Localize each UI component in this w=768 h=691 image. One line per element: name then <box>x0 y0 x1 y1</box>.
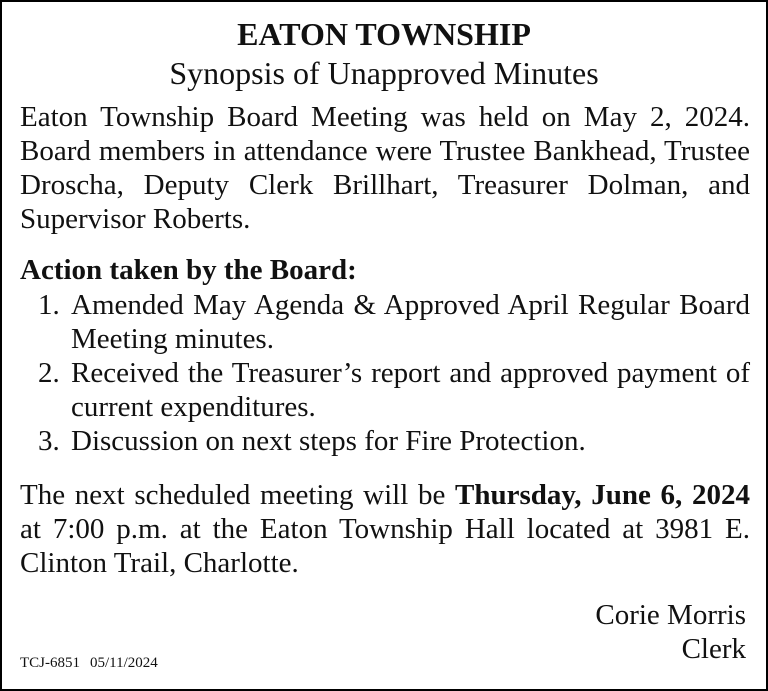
reference-date: 05/11/2024 <box>90 655 158 671</box>
reference-code: TCJ-6851 <box>20 655 80 671</box>
next-meeting <box>20 478 750 580</box>
action-number: 2. <box>38 357 60 389</box>
next-meeting-prefix: The next scheduled meeting will be <box>20 479 456 511</box>
signer-name: Corie Morris <box>595 599 746 631</box>
action-text: Discussion on next steps for Fire Protection. <box>71 425 586 457</box>
action-item <box>38 288 750 356</box>
action-item <box>38 424 750 458</box>
signer-role: Clerk <box>681 633 746 665</box>
action-number: 3. <box>38 425 60 457</box>
action-text: Received the Treasurer’s report and approved payment of current expenditures. <box>71 357 750 423</box>
action-text: Amended May Agenda & Approved April Regular Board Meeting minutes. <box>71 289 750 355</box>
next-meeting-details: at 7:00 p.m. at the Eaton Township Hall located at 3981 E. Clinton Trail, Charlotte. <box>20 513 750 579</box>
notice-title: EATON TOWNSHIP <box>237 16 531 52</box>
action-item <box>38 356 750 424</box>
notice-subtitle: Synopsis of Unapproved Minutes <box>169 55 599 91</box>
signature-block <box>595 598 746 666</box>
actions-list <box>38 288 750 458</box>
next-meeting-date: Thursday, June 6, 2024 <box>455 479 750 511</box>
meeting-summary: Eaton Township Board Meeting was held on May 2, 2024. Board members in attendance were Trustee Bankhead, Trustee Droscha, Deputy Clerk Brillhart, Treasurer Dolman, and Supervisor Roberts. <box>20 101 750 235</box>
actions-heading: Action taken by the Board: <box>20 254 357 286</box>
publication-reference <box>20 654 168 672</box>
action-number: 1. <box>38 289 60 321</box>
